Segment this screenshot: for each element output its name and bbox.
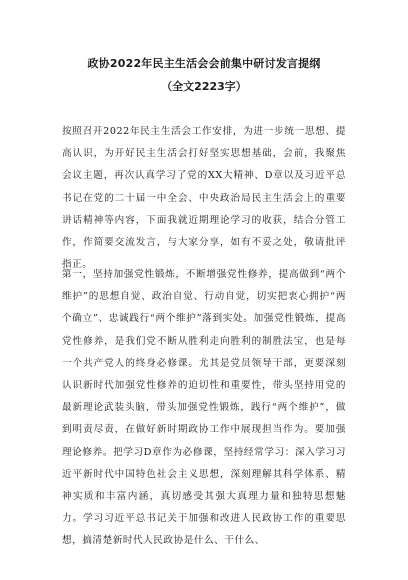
document-subtitle: （全文2223字）	[161, 80, 247, 93]
paragraph-first-point: 第一，坚持加强党性锻炼，不断增强党性修养，提高做到“两个维护”的思想自觉、政治自觉、行动自觉，切实把衷心拥护“两个确立”、忠诚践行“两个维护”落到实处。加强党性锻炼，提高党性修养，是我们党不断从胜利走向胜利的制胜法宝，也是每一个共产党人的终身必修课。尤其是党员领导干部，更要深刻认识新时代加强党性修养的迫切性和重要性，带头坚持用党的最新理论武装头脑，带头加强党性锻炼，践行“两个维护”，做到明责尽责，在做好新时期政协工作中展现担当作为。要加强理论修养。把学习D章作为必修课，坚持经常学习：深入学习习近平新时代中国特色社会主义思想，深刻理解其科学体系、精神实质和丰富内涵，真切感受其强大真理力量和独特思想魅力。学习习近平总书记关于加强和改进人民政协工作的重要思想，搞清楚新时代人民政协是什么、干什么、	[62, 269, 346, 547]
document-title: 政协2022年民主生活会会前集中研讨发言提纲	[87, 57, 321, 70]
paragraph-intro: 按照召开2022年民主生活会工作安排，为进一步统一思想、提高认识，为开好民主生活会打好坚实思想基础，会前，我聚焦会议主题，再次认真学习了党的XX大精神、D章以及习近平总书记在党的二十届一中全会、中央政治局民主生活会上的重要讲话精神等内容，下面我就近期理论学习的收获，结合分管工作，作简要交流发言，与大家分享，如有不妥之处，敬请批评指正。	[62, 126, 346, 271]
